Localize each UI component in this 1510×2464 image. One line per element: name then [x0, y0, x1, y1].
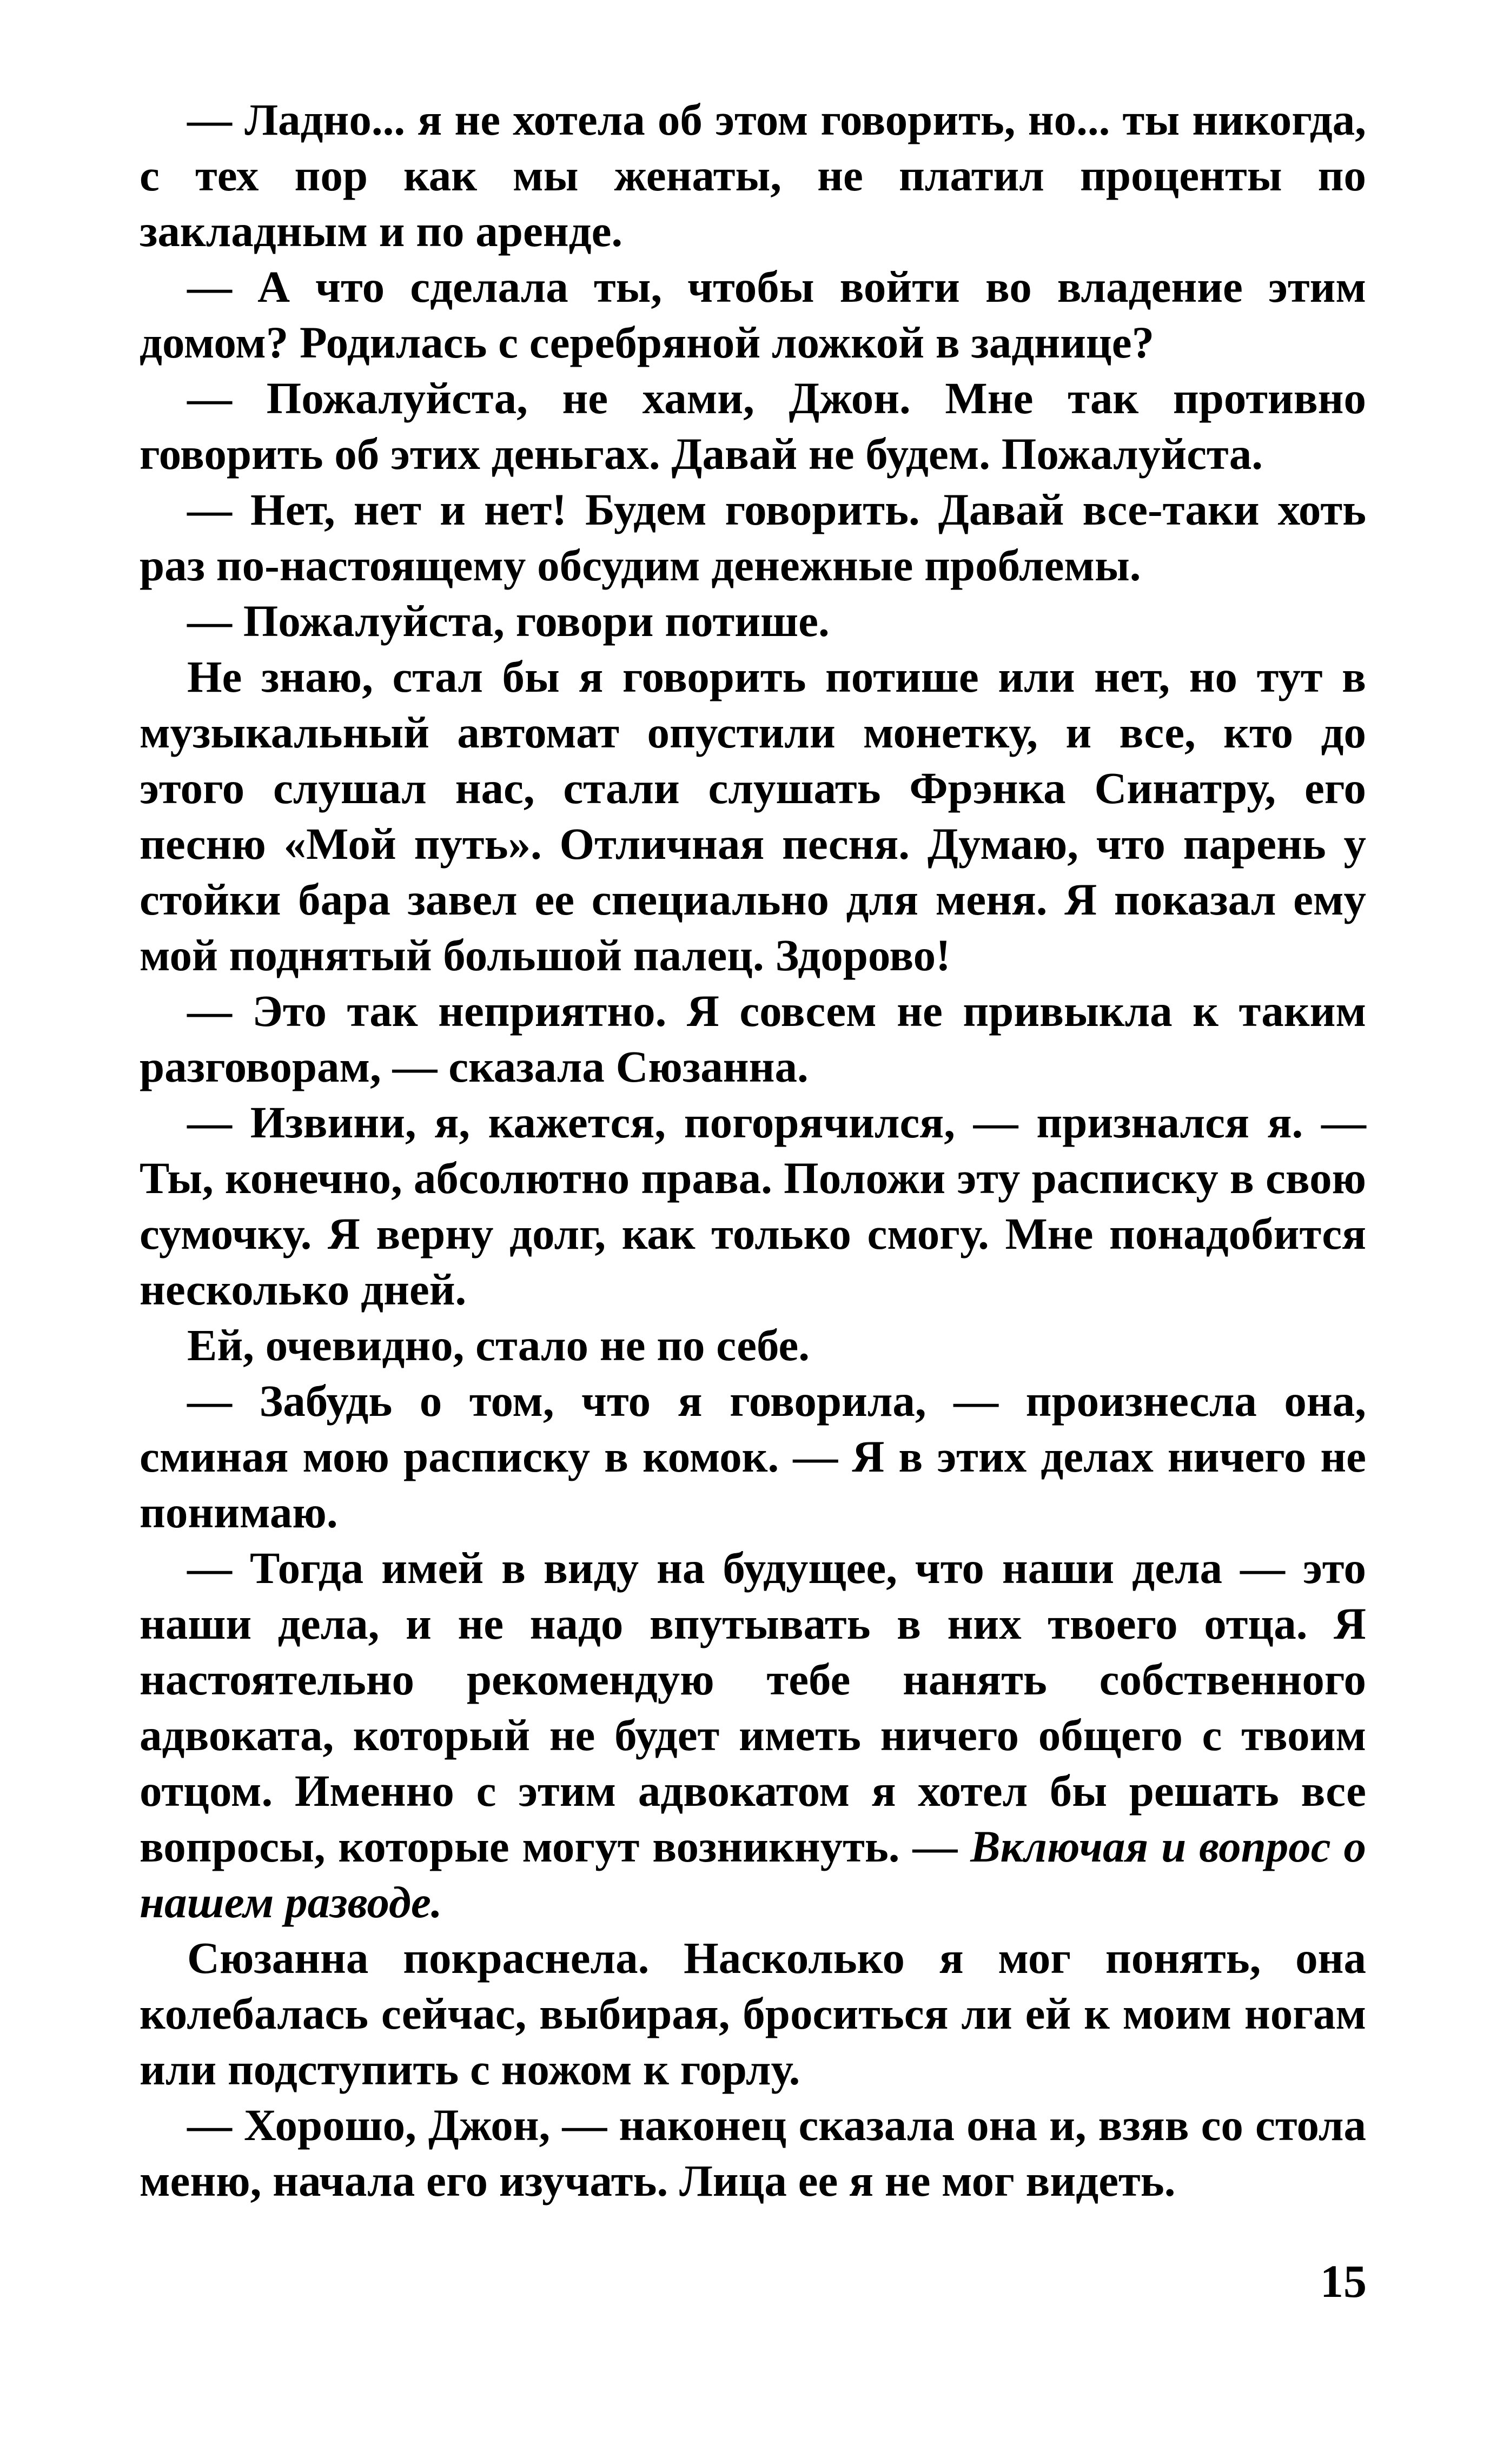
paragraph-6: Не знаю, стал бы я говорить потише или нет, но тут в музыкальный автомат опустили монетку, и все, кто до этого слушал нас, стали слушать Фрэнка Синатру, его песню «Мой путь». Отличная песня. Думаю, что парень у стойки бара завел ее специально для меня. Я показал ему мой поднятый большой палец. Здорово!: [140, 652, 1366, 980]
paragraph-12: Сюзанна покраснела. Насколько я мог понять, она колебалась сейчас, выбирая, броситься ли ей к моим ногам или подступить с ножом к горлу.: [140, 1933, 1366, 2094]
paragraph-1: — Ладно... я не хотела об этом говорить, но... ты никогда, с тех пор как мы женаты, не платил проценты по закладным и по аренде.: [140, 95, 1366, 256]
paragraph-8: — Извини, я, кажется, погорячился, — признался я. — Ты, конечно, абсолютно права. Положи эту расписку в свою сумочку. Я верну долг, как только смогу. Мне понадобится несколько дней.: [140, 1097, 1366, 1314]
paragraph-10: — Забудь о том, что я говорила, — произнесла она, сминая мою расписку в комок. — Я в этих делах ничего не понимаю.: [140, 1376, 1366, 1537]
paragraph-11-text: — Тогда имей в виду на будущее, что наши дела — это наши дела, и не надо впутывать в них твоего отца. Я настоятельно рекомендую тебе нанять собственного адвоката, который не будет иметь ничего общего с твоим отцом. Именно с этим адвокатом я хотел бы решать все вопросы, которые могут возникнуть. —: [140, 1543, 1366, 1871]
paragraph-13: — Хорошо, Джон, — наконец сказала она и, взяв со стола меню, начала его изучать. Лица ее я не мог видеть.: [140, 2100, 1366, 2205]
paragraph-11: [140, 1540, 1366, 1930]
paragraph-2: — А что сделала ты, чтобы войти во владение этим домом? Родилась с серебряной ложкой в заднице?: [140, 262, 1366, 367]
paragraph-4: — Нет, нет и нет! Будем говорить. Давай все-таки хоть раз по-настоящему обсудим денежные проблемы.: [140, 485, 1366, 590]
paragraph-9: Ей, очевидно, стало не по себе.: [187, 1320, 810, 1370]
paragraph-11-italic: Включая и вопрос о нашем разводе.: [140, 1821, 1366, 1927]
page-body: [140, 92, 1366, 2209]
paragraph-5: — Пожалуйста, говори потише.: [187, 596, 830, 646]
paragraph-3: — Пожалуйста, не хами, Джон. Мне так противно говорить об этих деньгах. Давай не будем. Пожалуйста.: [140, 373, 1366, 479]
paragraph-7: — Это так неприятно. Я совсем не привыкла к таким разговорам, — сказала Сюзанна.: [140, 986, 1366, 1091]
page-number: 15: [1320, 2255, 1367, 2307]
